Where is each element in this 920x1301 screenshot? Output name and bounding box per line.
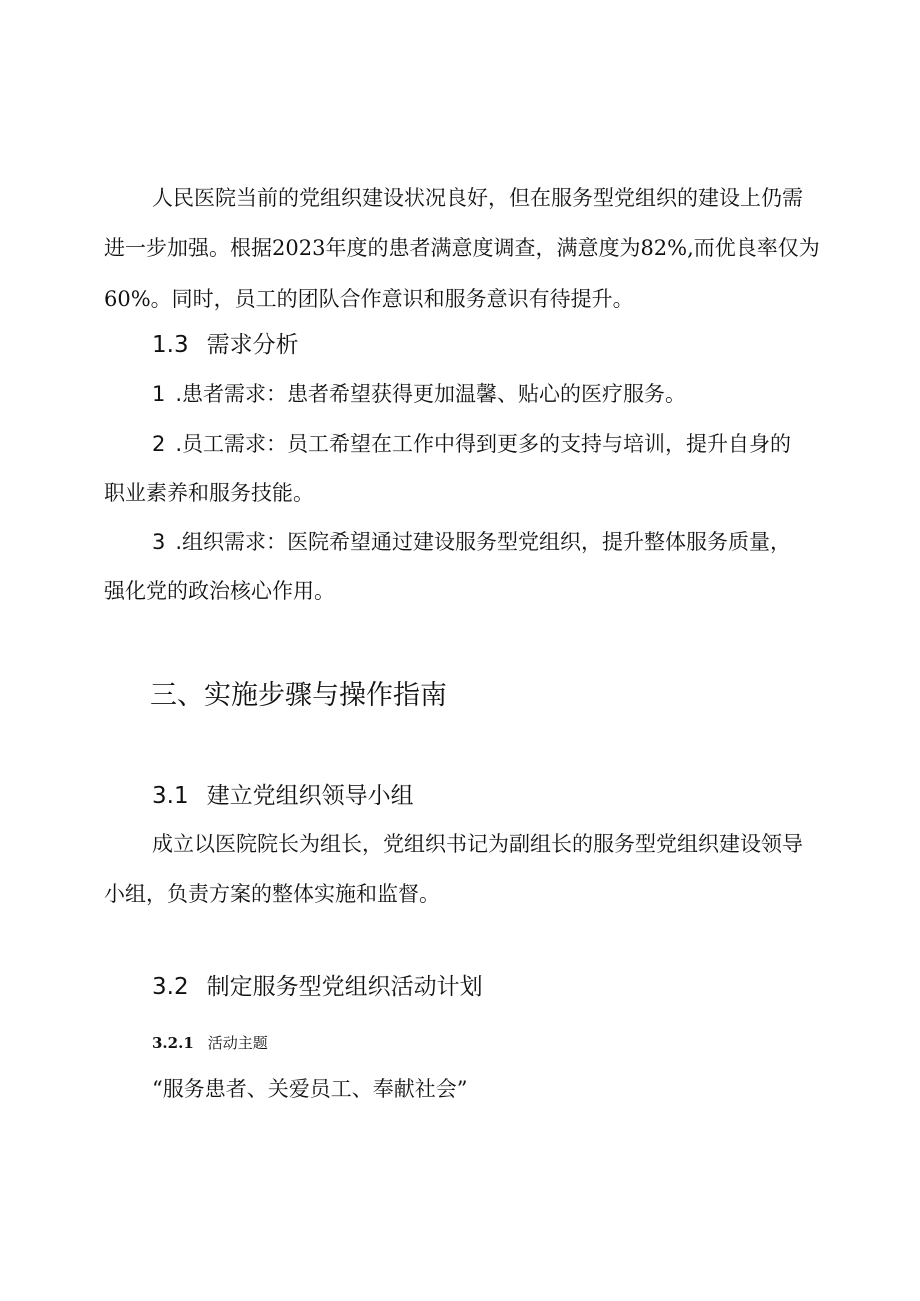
- item-text: 患者希望获得更加温馨、贴心的医疗服务。: [287, 382, 687, 406]
- list-item: [152, 379, 686, 409]
- section-number: 3.2: [152, 974, 189, 1000]
- item-number: 2: [152, 432, 166, 456]
- para-line: 进一步加强。根据2023年度的患者满意度调查，满意度为82%,而优良率仅为: [104, 236, 820, 260]
- item-label: .组织需求：: [175, 530, 288, 554]
- section-title: 制定服务型党组织活动计划: [206, 974, 483, 1000]
- subsection-title: 活动主题: [207, 1034, 268, 1052]
- chapter-heading: 三、实施步骤与操作指南: [150, 680, 447, 711]
- section-heading-3-2: [152, 972, 483, 1002]
- section-number: 1.3: [152, 332, 189, 358]
- list-item: [152, 527, 791, 557]
- item-text: 员工希望在工作中得到更多的支持与培训，提升自身的: [287, 432, 792, 456]
- subsection-heading-3-2-1: [152, 1032, 268, 1054]
- para-line: 小组，负责方案的整体实施和监督。: [104, 882, 440, 906]
- item-label: .员工需求：: [175, 432, 288, 456]
- item-label: .患者需求：: [175, 382, 288, 406]
- item-text-continued: 强化党的政治核心作用。: [104, 579, 335, 603]
- section-number: 3.1: [152, 783, 189, 809]
- section-heading-1-3: [152, 330, 299, 360]
- item-text: 医院希望通过建设服务型党组织，提升整体服务质量，: [287, 530, 792, 554]
- para-line: 60%。同时，员工的团队合作意识和服务意识有待提升。: [104, 287, 634, 311]
- para-line: 人民医院当前的党组织建设状况良好，但在服务型党组织的建设上仍需: [152, 186, 803, 210]
- list-item: [152, 429, 791, 459]
- section-heading-3-1: [152, 781, 414, 811]
- section-title: 需求分析: [206, 332, 299, 358]
- item-number: 1: [152, 382, 166, 406]
- subsection-number: 3.2.1: [152, 1034, 194, 1052]
- para-line: 成立以医院院长为组长，党组织书记为副组长的服务型党组织建设领导: [152, 832, 803, 856]
- item-text-continued: 职业素养和服务技能。: [104, 481, 314, 505]
- theme-quote: “服务患者、关爱员工、奉献社会”: [152, 1077, 468, 1101]
- section-title: 建立党组织领导小组: [206, 783, 414, 809]
- item-number: 3: [152, 530, 166, 554]
